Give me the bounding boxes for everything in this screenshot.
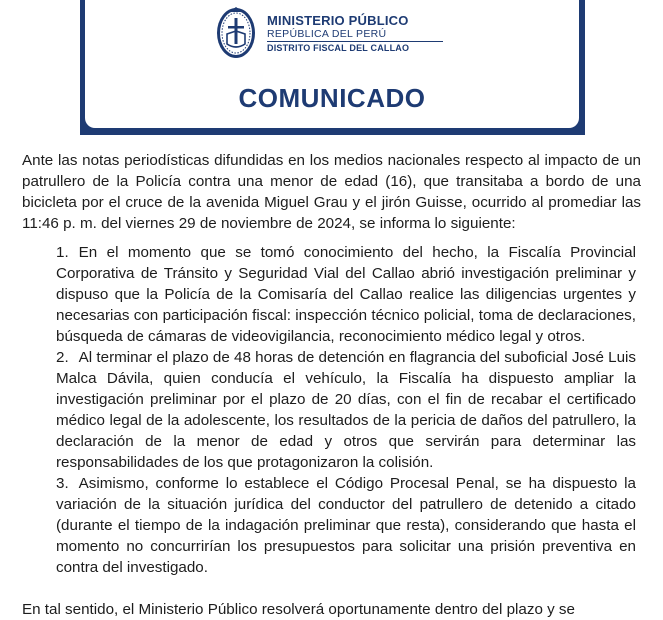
page-title: COMUNICADO: [238, 83, 426, 113]
numbered-list: [56, 242, 636, 578]
org-header: [267, 14, 447, 54]
list-item: [56, 242, 636, 347]
closing-paragraph: En tal sentido, el Ministerio Público resolverá oportunamente dentro del plazo y se: [22, 601, 575, 618]
list-item-text: Asimismo, conforme lo establece el Código Procesal Penal, se ha dispuesto la variación de la situación jurídica del conductor del patrullero de detenido a citado (durante el tiempo de la indagación preliminar que resta), considerando que hasta el momento no concurrirían los presupuestos para solicitar una prisión preventiva en contra del investigado.: [56, 475, 636, 576]
intro-paragraph: Ante las notas periodísticas difundidas en los medios nacionales respecto al impacto de un patrullero de la Policía contra una menor de edad (16), que transitaba a bordo de una bicicleta por el cruce de la avenida Miguel Grau y el jirón Guisse, ocurrido al promediar las 11:46 p. m. del viernes 29 de noviembre de 2024, se informa lo siguiente:: [22, 152, 641, 232]
org-country: REPÚBLICA DEL PERÚ: [267, 28, 387, 40]
org-district: DISTRITO FISCAL DEL CALLAO: [267, 43, 410, 53]
list-item: [56, 347, 636, 473]
list-item-text: En el momento que se tomó conocimiento del hecho, la Fiscalía Provincial Corporativa de Tránsito y Seguridad Vial del Callao abrió investigación preliminar y dispuso que la Policía de la Comisaría del Callao realice las diligencias urgentes y necesarias con participación fiscal: inspección técnico policial, toma de declaraciones, búsqueda de cámaras de videovigilancia, reconocimiento médico legal y otros.: [56, 244, 636, 345]
list-item-text: Al terminar el plazo de 48 horas de detención en flagrancia del suboficial José Luis Malca Dávila, quien conducía el vehículo, la Fiscalía ha dispuesto ampliar la investigación preliminar por el plazo de 20 días, con el fin de recabar el certificado médico legal de la adolescente, los resultados de la pericia de daños del patrullero, la declaración de la menor de edad y otros que servirán para determinar las responsabilidades de los que protagonizaron la colisión.: [56, 349, 636, 471]
org-name: MINISTERIO PÚBLICO: [267, 13, 409, 28]
crest-emblem-icon: [215, 4, 257, 60]
list-item-number: 3.: [56, 475, 69, 492]
list-item: [56, 473, 636, 578]
org-divider: [267, 41, 443, 42]
list-item-number: 1.: [56, 244, 69, 261]
list-item-number: 2.: [56, 349, 69, 366]
